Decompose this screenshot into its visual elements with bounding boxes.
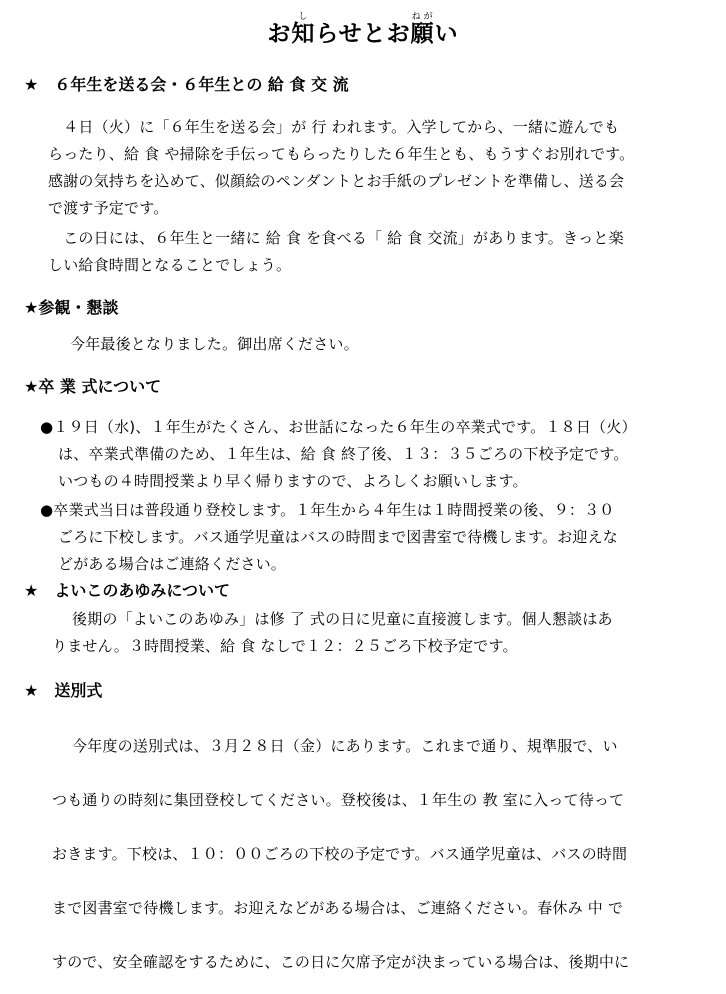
section5-line2: つも通りの時刻に集団登校してください。登校後は、１年生の 教 室に入って待って: [52, 791, 625, 809]
page-title: お知しらせとお願ねがい: [267, 12, 459, 47]
section5-line1: 今年度の送別式は、３月２８日（金）にあります。これまで通り、規準服で、い: [72, 737, 618, 755]
section3-line6: どがある場合はご連絡ください。: [58, 555, 287, 573]
section3-line3: いつもの４時間授業より早く帰りますので、よろしくお願いします。: [58, 472, 528, 490]
section-heading-graduation: ★卒 業 式について: [24, 377, 162, 396]
section5-line5: すので、安全確認をするために、この日に欠席予定が決まっている場合は、後期中に: [52, 953, 630, 971]
section-heading-report-card: ★ よいこのあゆみについて: [24, 581, 231, 600]
section2-line1: 今年最後となりました。御出席ください。: [70, 335, 359, 353]
section5-line3: おきます。下校は、１０：００ごろの下校の予定です。バス通学児童は、バスの時間: [52, 845, 628, 863]
section-heading-farewell-ceremony: ★ 送別式: [24, 681, 103, 700]
section-heading-observation: ★参観・懇談: [24, 298, 119, 317]
section3-line2: は、卒業式準備のため、１年生は、給 食 終了後、１３：３５ごろの下校予定です。: [58, 445, 629, 463]
section1-line1: ４日（火）に「６年生を送る会」が 行 われます。入学してから、一緒に遊んでも: [48, 118, 620, 136]
section1-line2: らったり、給 食 や掃除を手伝ってもらったりした６年生とも、もうすぐお別れです。: [48, 145, 635, 163]
section4-line2: りません。３時間授業、給 食 なしで１２：２５ごろ下校予定です。: [52, 637, 518, 655]
section3-line1: ●１９日（水)、１年生がたくさん、お世話になった６年生の卒業式です。１８日（火）: [40, 418, 637, 436]
section3-line5: ごろに下校します。バス通学児童はバスの時間まで図書室で待機します。お迎えな: [58, 528, 619, 546]
section5-line4: まで図書室で待機します。お迎えなどがある場合は、ご連絡ください。春休み 中 で: [52, 899, 624, 917]
section1-line4: で渡す予定です。: [48, 199, 169, 217]
section1-line5: この日には、６年生と一緒に 給 食 を食べる「 給 食 交流」があります。きっと楽: [48, 229, 624, 247]
section-heading-farewell-party: ★ ６年生を送る会・６年生との 給 食 交 流: [24, 75, 349, 94]
section4-line1: 後期の「よいこのあゆみ」は修 了 式の日に児童に直接渡します。個人懇談はあ: [72, 610, 613, 628]
section1-line6: しい給食時間となることでしょう。: [48, 256, 292, 274]
section1-line3: 感謝の気持ちを込めて、似顔絵のペンダントとお手紙のプレゼントを準備し、送る会: [48, 172, 625, 190]
section3-line4: ●卒業式当日は普段通り登校します。１年生から４年生は１時間授業の後、９：３０: [40, 501, 615, 519]
